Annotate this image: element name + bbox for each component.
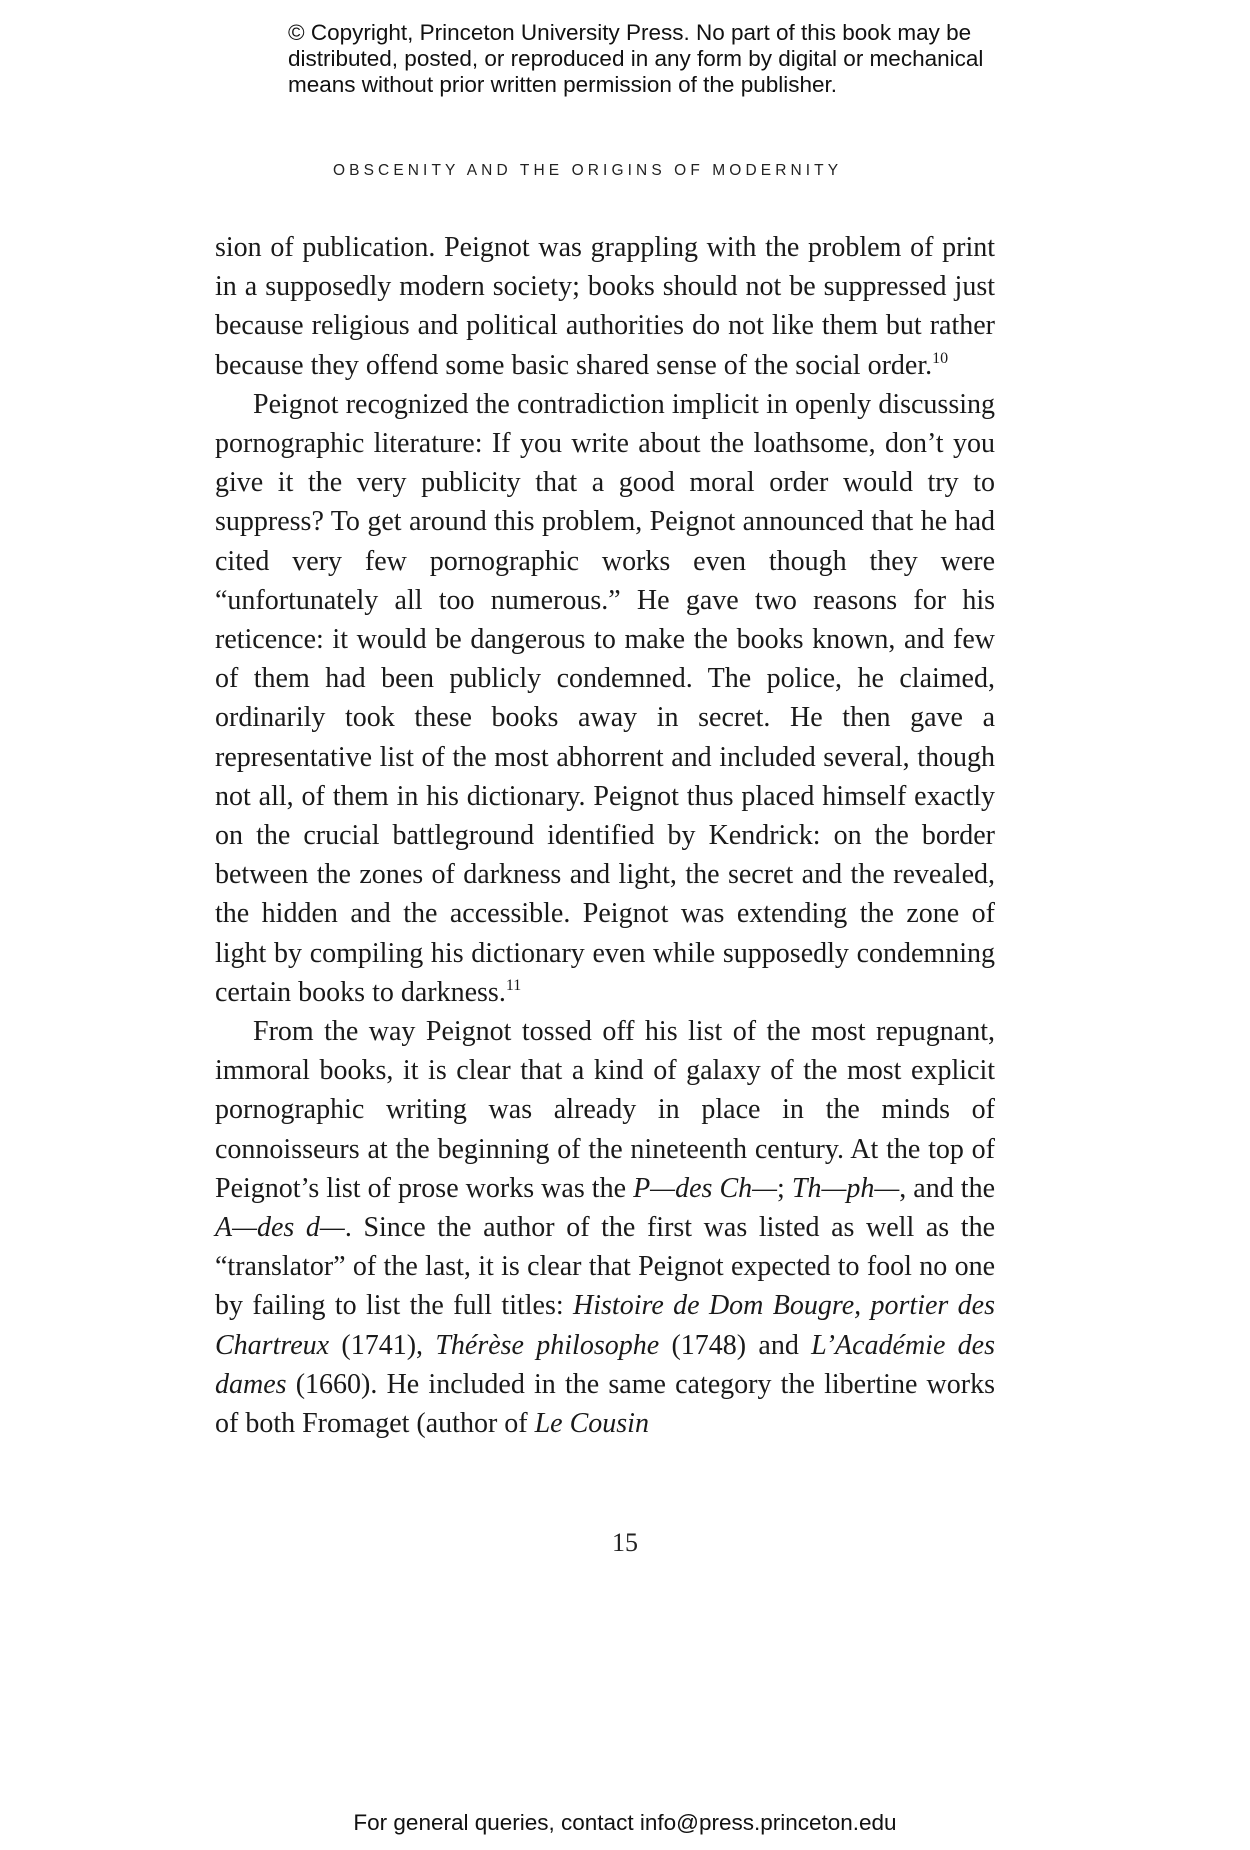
book-title: P—des Ch— bbox=[633, 1172, 778, 1204]
paragraph-text: , and the bbox=[899, 1172, 996, 1204]
paragraph-text: ; bbox=[777, 1172, 792, 1204]
copyright-line: © Copyright, Princeton University Press. No part of this book may be bbox=[288, 20, 972, 45]
running-head: OBSCENITY AND THE ORIGINS OF MODERNITY bbox=[333, 162, 843, 179]
book-title: Th—ph— bbox=[791, 1172, 900, 1204]
footer-contact: For general queries, contact info@press.princeton.edu bbox=[353, 1810, 897, 1835]
book-title: Le Cousin bbox=[534, 1408, 649, 1440]
paragraph-text: From the way Peignot tossed off his list of the most repugnant, immoral books, it is clear that a kind of galaxy of the most explicit pornographic writing was already in place in the minds of connoisseurs at the beginning of the nineteenth century. At the top of Peignot’s list of prose works was the bbox=[215, 1016, 995, 1204]
footnote-ref[interactable]: 11 bbox=[505, 976, 522, 994]
paragraph-text: Peignot recognized the contradiction implicit in openly discussing pornographic literature: If you write about the loathsome, don’t you give it the very publicity that a good moral order would try to suppress? To get around this problem, Peignot announced that he had cited very few pornographic works even though they were “unfortunately all too numerous.” He gave two reasons for his reticence: it would be dangerous to make the books known, and few of them had been publicly condemned. The police, he claimed, ordinarily took these books away in secret. He then gave a representative list of the most abhorrent and included several, though not all, of them in his dictionary. Peignot thus placed himself exactly on the crucial battleground identified by Kendrick: on the border between the zones of darkness and light, the secret and the revealed, the hidden and the accessible. Peignot was extending the zone of light by compiling his dictionary even while supposedly condemning certain books to darkness. bbox=[215, 388, 995, 1008]
paragraph-text: . Since the author of the first was listed as well as the “translator” of the last, it is clear that Peignot expected to fool no one by failing to list the full titles: bbox=[215, 1212, 995, 1322]
book-title: Histoire de Dom Bougre, portier des Chartreux bbox=[215, 1290, 995, 1361]
copyright-line: means without prior written permission of the publisher. bbox=[288, 72, 838, 97]
paragraph-text: sion of publication. Peignot was grappling with the problem of print in a supposedly modern society; books should not be suppressed just because religious and political authorities do not like them but rather because they offend some basic shared sense of the social order. bbox=[215, 232, 995, 381]
paragraph-text: (1741), bbox=[329, 1329, 436, 1361]
paragraph bbox=[215, 1012, 995, 1443]
body-text bbox=[215, 228, 995, 1443]
paragraph-text: (1660). He included in the same category the libertine works of both Fromaget (author of bbox=[215, 1368, 995, 1440]
copyright-notice bbox=[288, 20, 1048, 98]
paragraph bbox=[215, 385, 995, 1012]
footnote-ref[interactable]: 10 bbox=[932, 349, 949, 367]
book-title: A—des d— bbox=[215, 1212, 345, 1244]
page-number: 15 bbox=[612, 1528, 638, 1557]
book-title: Thérèse philosophe bbox=[435, 1329, 660, 1361]
book-title: L’Académie des dames bbox=[215, 1329, 995, 1400]
copyright-line: distributed, posted, or reproduced in any form by digital or mechanical bbox=[288, 46, 984, 71]
paragraph bbox=[215, 228, 995, 385]
paragraph-text: (1748) and bbox=[659, 1329, 812, 1361]
